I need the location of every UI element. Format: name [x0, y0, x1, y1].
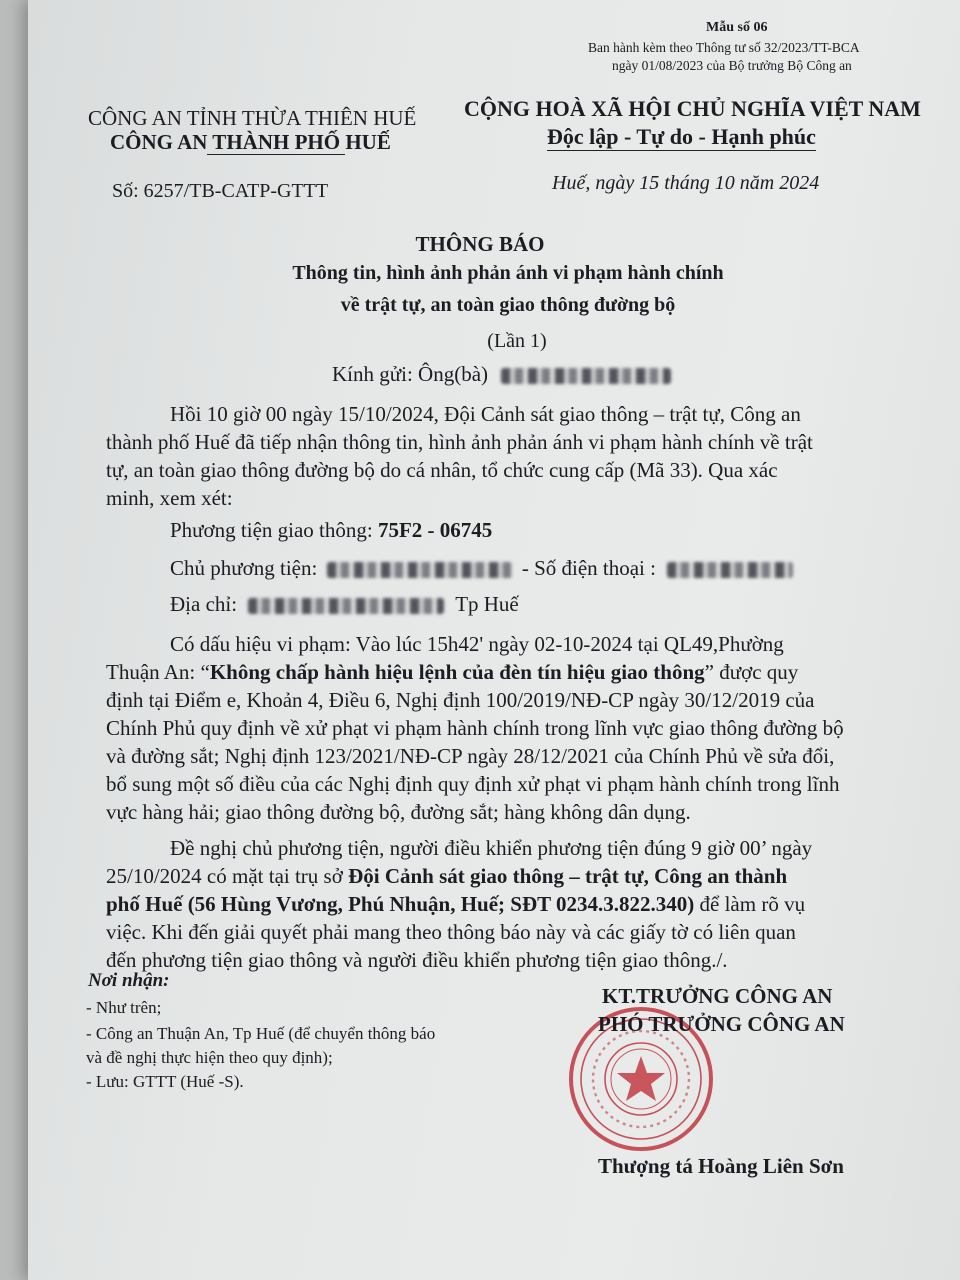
signer-position: PHÓ TRƯỞNG CÔNG AN	[598, 1012, 845, 1036]
national-title: CỘNG HOÀ XÃ HỘI CHỦ NGHĨA VIỆT NAM	[464, 96, 921, 121]
request-line: 25/10/2024 có mặt tại trụ sở Đội Cảnh sát giao thông – trật tự, Công an thành	[106, 864, 788, 888]
redacted-name	[501, 368, 671, 384]
recipient-item: và đề nghị thực hiện theo quy định);	[86, 1048, 333, 1067]
violation-line: Có dấu hiệu vi phạm: Vào lúc 15h42' ngày 02-10-2024 tại QL49,Phường	[170, 632, 784, 656]
national-motto: Độc lập - Tự do - Hạnh phúc	[547, 124, 816, 149]
intro-line: Hồi 10 giờ 00 ngày 15/10/2024, Đội Cảnh sát giao thông – trật tự, Công an	[170, 402, 801, 426]
owner-line: Chủ phương tiện: - Số điện thoại :	[170, 554, 793, 582]
redacted-address	[248, 598, 444, 614]
request-line: đến phương tiện giao thông và người điều khiển phương tiện giao thông./.	[106, 948, 728, 972]
violation-description: Không chấp hành hiệu lệnh của đèn tín hiệu giao thông	[209, 660, 705, 684]
vehicle-line: Phương tiện giao thông: 75F2 - 06745	[170, 518, 493, 542]
recipient-item: - Như trên;	[86, 998, 162, 1017]
violation-line: Chính Phủ quy định về xử phạt vi phạm hành chính trong lĩnh vực giao thông đường bộ	[106, 716, 844, 740]
redacted-phone	[667, 562, 793, 578]
recipient-item: - Công an Thuận An, Tp Huế (để chuyển thông báo	[86, 1024, 436, 1043]
redacted-owner	[327, 562, 513, 578]
document-subtitle-line2: về trật tự, an toàn giao thông đường bộ	[340, 294, 676, 316]
request-line: việc. Khi đến giải quyết phải mang theo thông báo này và các giấy tờ có liên quan	[106, 920, 796, 944]
violation-line: và đường sắt; Nghị định 123/2021/NĐ-CP ngày 28/12/2021 của Chính Phủ về sửa đổi,	[106, 744, 835, 768]
signer-name: Thượng tá Hoàng Liên Sơn	[598, 1154, 844, 1178]
violation-line: định tại Điểm e, Khoản 4, Điều 6, Nghị định 100/2019/NĐ-CP ngày 30/12/2019 của	[106, 688, 815, 712]
addressee: Kính gửi: Ông(bà)	[332, 362, 671, 387]
document-title: THÔNG BÁO	[415, 232, 545, 256]
address-line: Địa chỉ: Tp Huế	[170, 592, 519, 616]
document-number: Số: 6257/TB-CATP-GTTT	[112, 180, 329, 202]
violation-line: bổ sung một số điều của các Nghị định quy định xử phạt vi phạm hành chính trong lĩnh	[106, 772, 840, 796]
request-line: phố Huế (56 Hùng Vương, Phú Nhuận, Huế; SĐT 0234.3.822.340) để làm rõ vụ	[106, 892, 806, 916]
violation-line: vực hàng hải; giao thông đường bộ, đường sắt; hàng không dân dụng.	[106, 800, 691, 824]
document-date: Huế, ngày 15 tháng 10 năm 2024	[552, 172, 820, 194]
notice-round: (Lần 1)	[487, 330, 547, 352]
document-subtitle-line1: Thông tin, hình ảnh phản ánh vi phạm hành chính	[292, 262, 724, 284]
license-plate: 75F2 - 06745	[377, 518, 493, 542]
request-line: Đề nghị chủ phương tiện, người điều khiển phương tiện đúng 9 giờ 00’ ngày	[170, 836, 813, 860]
signer-authority: KT.TRƯỞNG CÔNG AN	[602, 984, 833, 1008]
form-legal-basis: Ban hành kèm theo Thông tư số 32/2023/TT-BCA	[588, 40, 860, 55]
issuing-authority: CÔNG AN THÀNH PHỐ HUẾ	[110, 130, 391, 154]
violation-line: Thuận An: “Không chấp hành hiệu lệnh của đèn tín hiệu giao thông” được quy	[106, 660, 799, 684]
form-number: Mẫu số 06	[706, 20, 768, 35]
intro-line: minh, xem xét:	[106, 486, 233, 510]
recipients-heading: Nơi nhận:	[88, 970, 170, 991]
form-legal-date: ngày 01/08/2023 của Bộ trưởng Bộ Công an	[612, 58, 852, 73]
issuing-authority-parent: CÔNG AN TỈNH THỪA THIÊN HUẾ	[88, 106, 417, 130]
recipient-item: - Lưu: GTTT (Huế -S).	[86, 1072, 244, 1091]
intro-line: tự, an toàn giao thông đường bộ do cá nhân, tổ chức cung cấp (Mã 33). Qua xác	[106, 458, 778, 482]
intro-line: thành phố Huế đã tiếp nhận thông tin, hình ảnh phản ánh vi phạm hành chính về trật	[106, 430, 813, 454]
